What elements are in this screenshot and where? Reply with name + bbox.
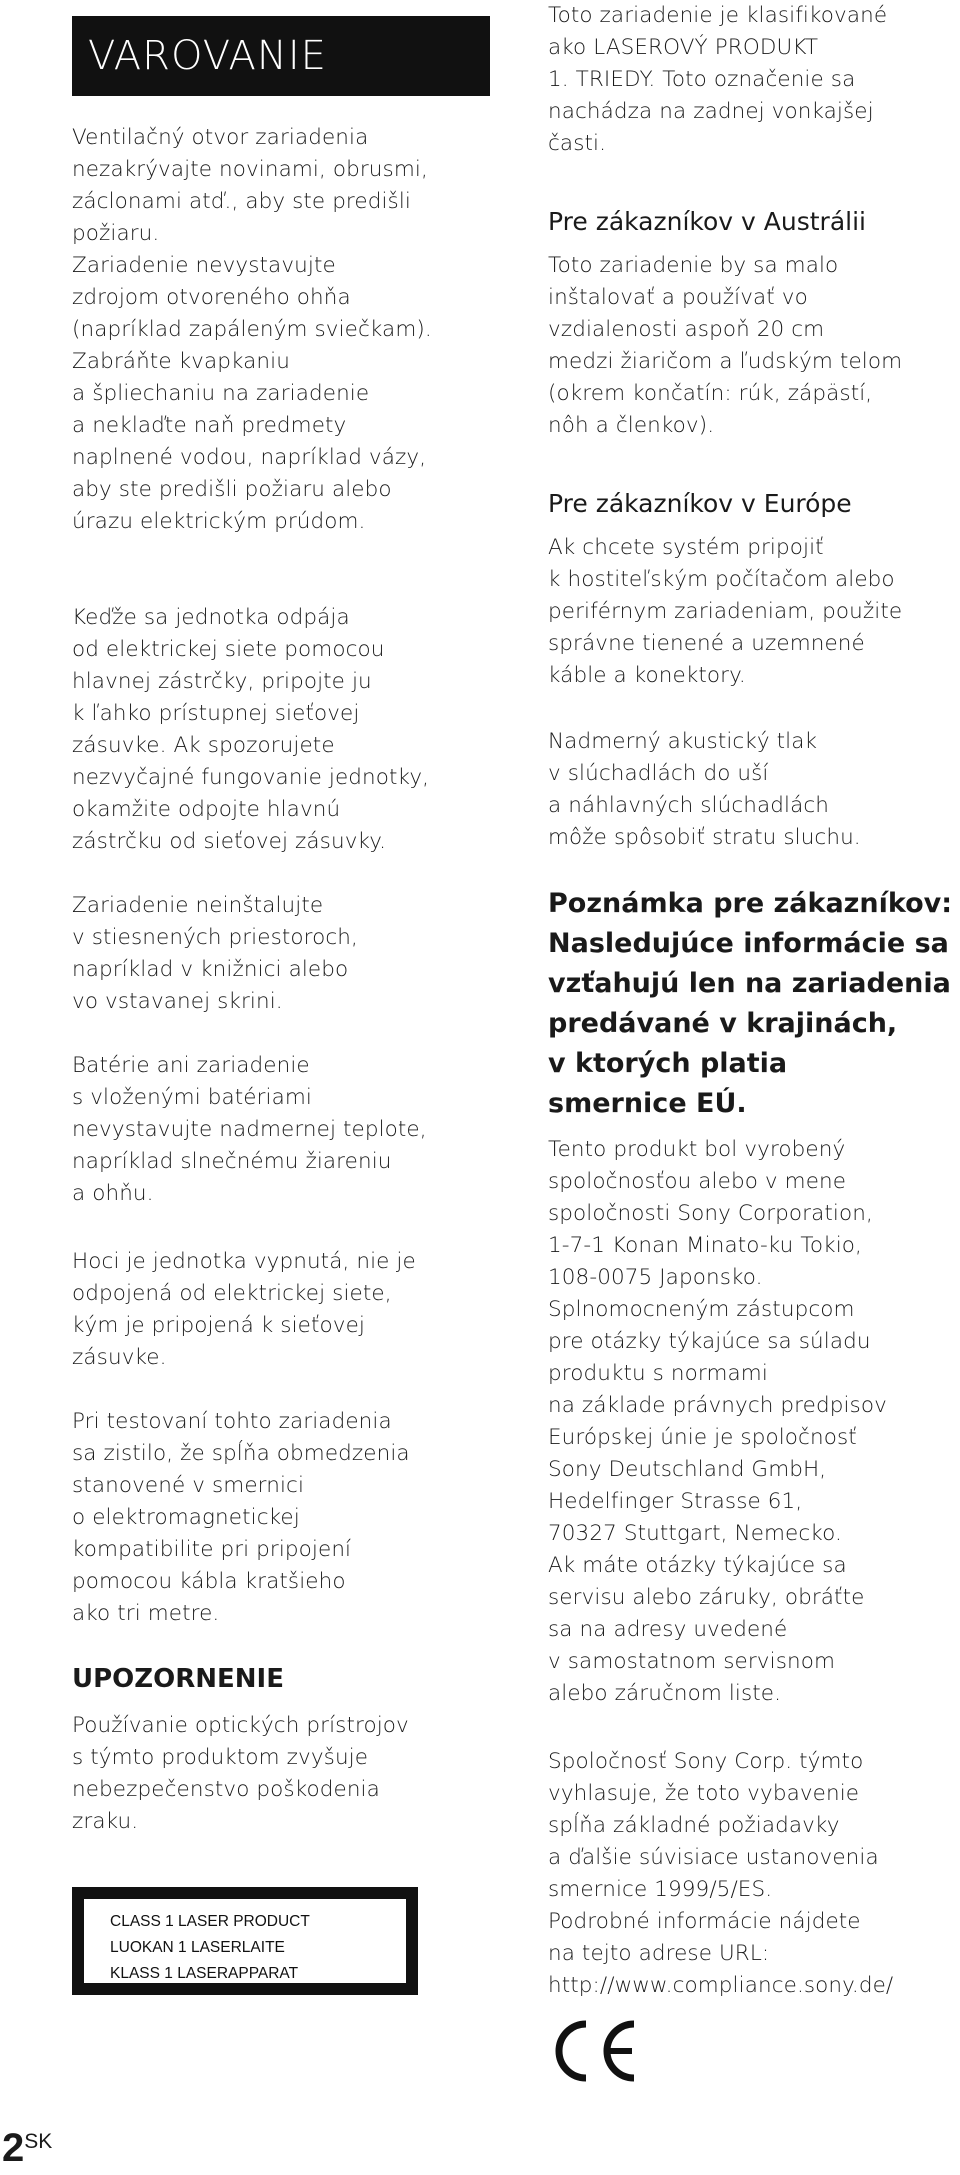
installation-warning: Zariadenie neinštalujte v stiesnených priestoroch, napríklad v knižnici alebo vo vstavanej skrini. — [72, 893, 358, 1014]
language-code: SK — [24, 2130, 53, 2153]
australia-text: Toto zariadenie by sa malo inštalovať a používať vo vzdialenosti aspoň 20 cm medzi žiaričom a ľudským telom (okrem končatín: rúk, zápästí, nôh a členkov). — [548, 253, 903, 438]
declaration-text: Spoločnosť Sony Corp. týmto vyhlasuje, že toto vybavenie spĺňa základné požiadavky a ďalšie súvisiace ustanovenia smernice 1999/5/ES. Podrobné informácie nájdete na tejto adrese URL: http://www.compliance.sony.de/ — [548, 1749, 894, 1998]
caution-text: Používanie optických prístrojov s týmto produktom zvyšuje nebezpečenstvo poškodenia zraku. — [72, 1713, 409, 1834]
eu-note-heading: Poznámka pre zákazníkov: Nasledujúce informácie sa vzťahujú len na zariadenia predávané v krajinách, v ktorých platia smernice EÚ. — [548, 888, 953, 1119]
hearing-warning: Nadmerný akustický tlak v slúchadlách do uší a náhlavných slúchadlách môže spôsobiť stratu sluchu. — [548, 729, 861, 850]
mains-plug-warning: Keďže sa jednotka odpája od elektrickej siete pomocou hlavnej zástrčky, pripojte ju k ľahko prístupnej sieťovej zásuvke. Ak spozorujete nezvyčajné fungovanie jednotky, okamžite odpojte hlavnú zástrčku od sieťovej zásuvky. — [72, 605, 430, 854]
warning-title: VAROVANIE — [72, 16, 490, 96]
eu-note-text: Tento produkt bol vyrobený spoločnosťou alebo v mene spoločnosti Sony Corporation, 1-7-1 Konan Minato-ku Tokio, 108-0075 Japonsko. Splnomocneným zástupcom pre otázky týkajúce sa súladu produktu s normami na základe právnych predpisov Európskej únie je spoločnosť Sony Deutschland GmbH, Hedelfinger Strasse 61, 70327 Stuttgart, Nemecko. Ak máte otázky týkajúce sa servisu alebo záruky, obráťte sa na adresy uvedené v samostatnom servisnom alebo záručnom liste. — [548, 1137, 887, 1706]
laser-label-text: CLASS 1 LASER PRODUCT LUOKAN 1 LASERLAITE KLASS 1 LASERAPPARAT — [84, 1899, 406, 1983]
emc-notice: Pri testovaní tohto zariadenia sa zistilo, že spĺňa obmedzenia stanovené v smernici o elektromagnetickej kompatibilite pri pripojení pomocou kábla kratšieho ako tri metre. — [72, 1409, 410, 1626]
caution-title: UPOZORNENIE — [72, 1664, 284, 1694]
australia-heading: Pre zákazníkov v Austrálii — [548, 207, 866, 236]
page-number-value: 2 — [2, 2126, 25, 2170]
laser-class-notice: Toto zariadenie je klasifikované ako LASEROVÝ PRODUKT 1. TRIEDY. Toto označenie sa nachádza na zadnej vonkajšej časti. — [548, 3, 888, 156]
europe-heading: Pre zákazníkov v Európe — [548, 489, 852, 518]
liquid-warning: Zabráňte kvapkaniu a špliechaniu na zariadenie a neklaďte naň predmety naplnené vodou, napríklad vázy, aby ste predišli požiaru alebo úrazu elektrickým prúdom. — [72, 349, 427, 534]
ce-mark-icon — [548, 2018, 640, 2084]
page-number — [2, 2126, 52, 2171]
ventilation-warning: Ventilačný otvor zariadenia nezakrývajte novinami, obrusmi, záclonami atď., aby ste predišli požiaru. Zariadenie nevystavujte zdrojom otvoreného ohňa (napríklad zapáleným sviečkam). — [72, 125, 432, 342]
battery-warning: Batérie ani zariadenie s vloženými batériami nevystavujte nadmernej teplote, napríklad slnečnému žiareniu a ohňu. — [72, 1053, 427, 1206]
laser-product-label — [72, 1887, 418, 1995]
power-off-notice: Hoci je jednotka vypnutá, nie je odpojená od elektrickej siete, kým je pripojená k sieťovej zásuvke. — [72, 1249, 416, 1370]
europe-text: Ak chcete systém pripojiť k hostiteľským počítačom alebo periférnym zariadeniam, použite správne tienené a uzemnené káble a konektory. — [548, 535, 903, 688]
